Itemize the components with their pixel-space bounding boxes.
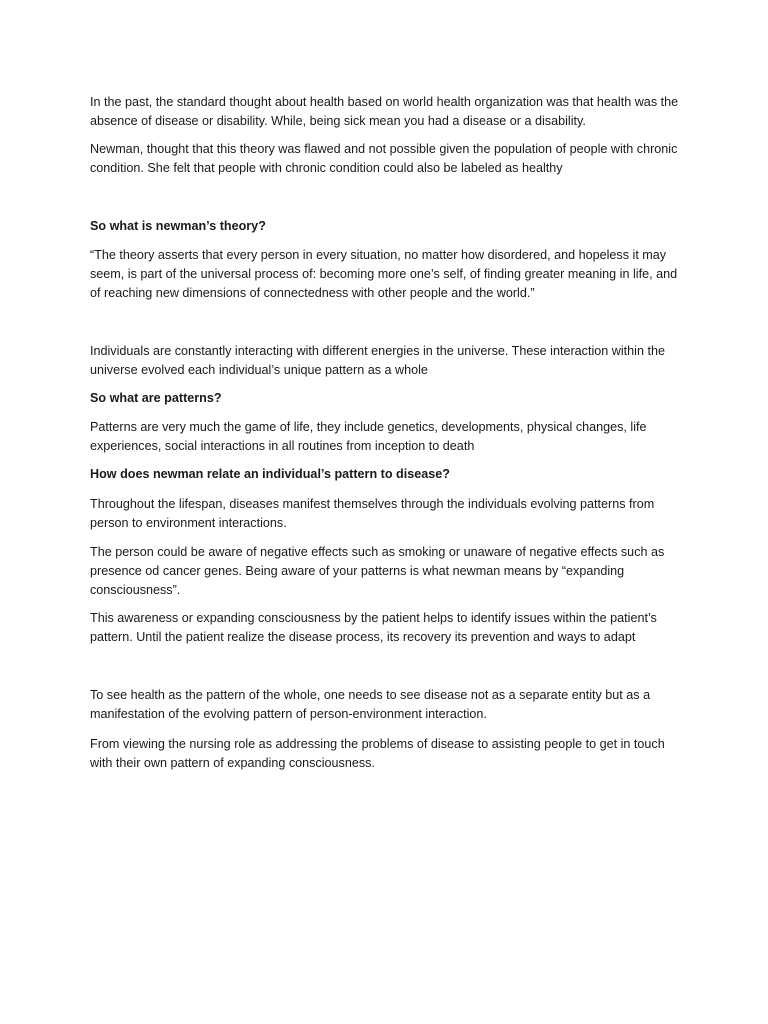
paragraph-energies: Individuals are constantly interacting with different energies in the universe. These interaction within the universe evolved each individual’s unique pattern as a whole <box>90 344 665 377</box>
paragraph-theory-quote: “The theory asserts that every person in every situation, no matter how disordered, and hopeless it may seem, is part of the universal process of: becoming more one’s self, of finding greater meaning in life, and of reaching new dimensions of connectedness with other people and the world.” <box>90 248 678 300</box>
paragraph-lifespan: Throughout the lifespan, diseases manifest themselves through the individuals evolving patterns from person to environment interactions. <box>90 497 655 530</box>
paragraph-patterns: Patterns are very much the game of life, they include genetics, developments, physical changes, life experiences, social interactions in all routines from inception to death <box>90 420 647 453</box>
paragraph-newman-flawed: Newman, thought that this theory was flawed and not possible given the population of people with chronic condition. She felt that people with chronic condition could also be labeled as healthy <box>90 142 678 175</box>
heading-patterns: So what are patterns? <box>90 391 222 405</box>
paragraph-nursing-role: From viewing the nursing role as addressing the problems of disease to assisting people to get in touch with their own pattern of expanding consciousness. <box>90 737 665 770</box>
paragraph-aware: The person could be aware of negative effects such as smoking or unaware of negative effects such as presence od cancer genes. Being aware of your patterns is what newman means by “expanding consciousness”. <box>90 545 665 597</box>
heading-pattern-disease: How does newman relate an individual’s pattern to disease? <box>90 467 450 481</box>
paragraph-awareness: This awareness or expanding consciousness by the patient helps to identify issues within the patient’s pattern. Until the patient realize the disease process, its recovery its prevention and ways to adapt <box>90 611 657 644</box>
heading-newman-theory: So what is newman’s theory? <box>90 219 266 233</box>
paragraph-health-whole: To see health as the pattern of the whole, one needs to see disease not as a separate entity but as a manifestation of the evolving pattern of person-environment interaction. <box>90 688 651 721</box>
paragraph-health-past: In the past, the standard thought about health based on world health organization was that health was the absence of disease or disability. While, being sick mean you had a disease or a disability. <box>90 95 679 128</box>
